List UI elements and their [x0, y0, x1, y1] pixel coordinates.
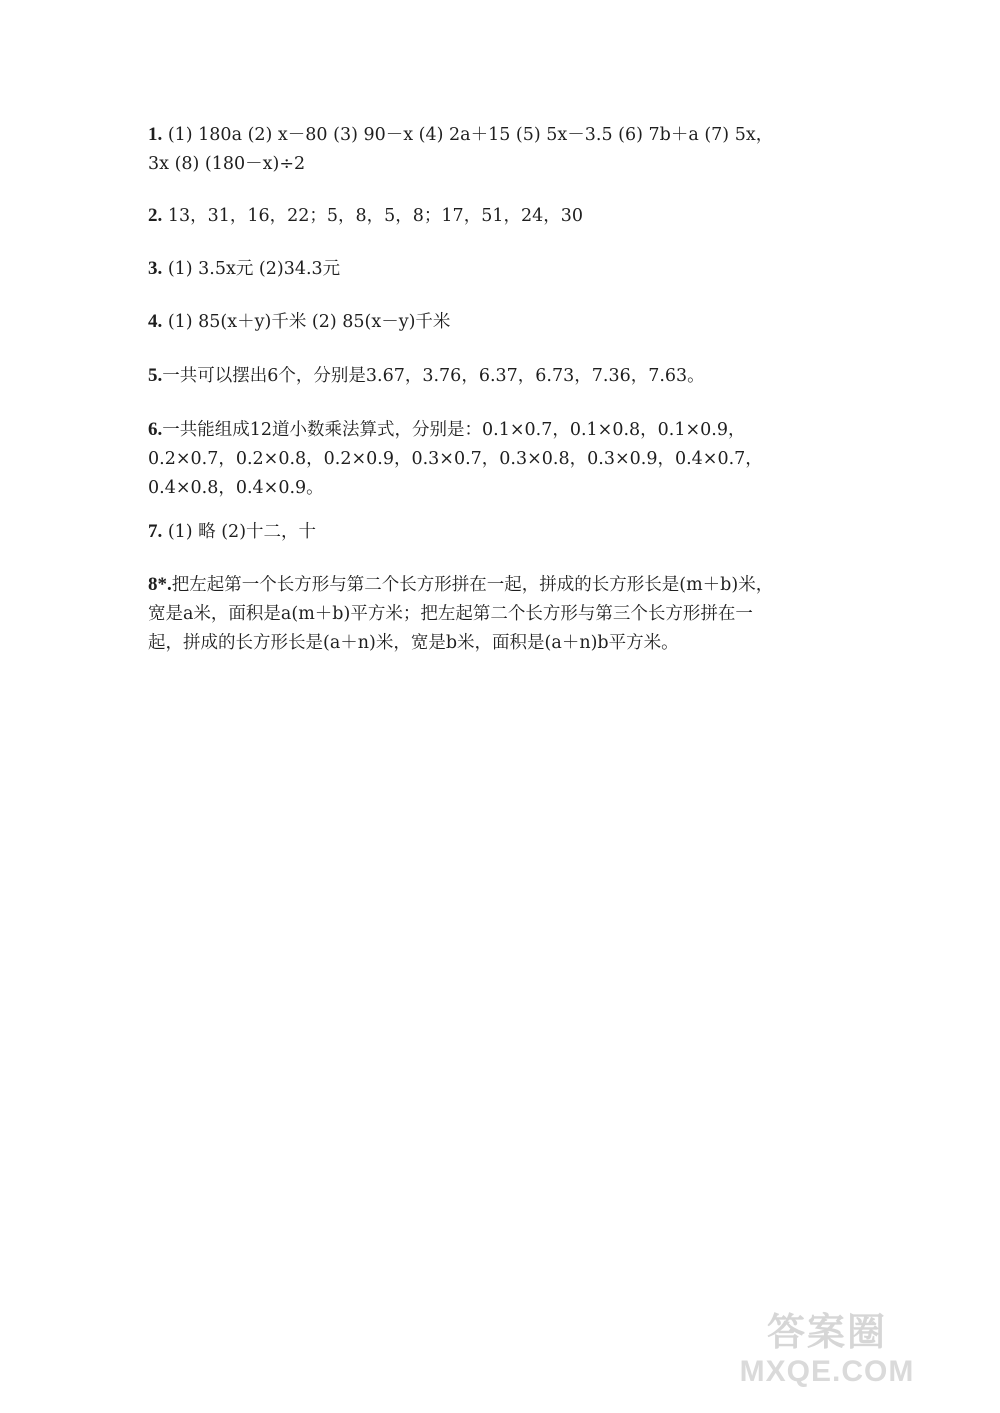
answer-1-line-2: 3x (8) (180－x)÷2 [148, 154, 306, 174]
answer-6 [148, 415, 868, 503]
answer-4-number: 4. [148, 311, 163, 332]
answer-1-line-1 [148, 120, 868, 150]
answer-2 [148, 201, 868, 231]
answer-8 [148, 570, 868, 658]
answer-5-line-1 [148, 361, 868, 391]
answer-7-text-1: (1) 略 (2)十二，十 [162, 522, 317, 542]
answer-6-number: 6. [148, 419, 163, 440]
answer-8-number: 8*. [148, 574, 172, 595]
answer-7-number: 7. [148, 521, 163, 542]
watermark-url: MXQE.COM [739, 1355, 915, 1388]
answer-3-number: 3. [148, 258, 163, 279]
answer-5-text-1: 一共可以摆出6个，分别是3.67，3.76，6.37，6.73，7.36，7.63。 [162, 366, 705, 386]
answer-4 [148, 307, 868, 337]
answer-7 [148, 517, 868, 547]
answer-1 [148, 120, 868, 179]
answer-6-text-1: 一共能组成12道小数乘法算式，分别是：0.1×0.7，0.1×0.8，0.1×0.9， [162, 420, 746, 440]
answer-1-text-1: (1) 180a (2) x－80 (3) 90－x (4) 2a＋15 (5) 5x－3.5 (6) 7b＋a (7) 5x， [162, 125, 774, 145]
answer-1-number: 1. [148, 124, 163, 145]
answer-8-line-2: 宽是a米，面积是a(m＋b)平方米；把左起第二个长方形与第三个长方形拼在一 [148, 604, 753, 624]
answer-3-line-1 [148, 254, 868, 284]
answer-2-text-1: 13，31，16，22；5，8，5，8；17，51，24，30 [162, 206, 583, 226]
answer-2-number: 2. [148, 205, 163, 226]
answer-8-text-1: 把左起第一个长方形与第二个长方形拼在一起，拼成的长方形长是(m＋b)米， [171, 575, 774, 595]
answer-2-line-1 [148, 201, 868, 231]
watermark-logo [712, 1309, 942, 1399]
answer-6-line-2: 0.2×0.7，0.2×0.8，0.2×0.9，0.3×0.7，0.3×0.8，0.3×0.9，0.4×0.7， [148, 449, 763, 469]
answer-5-number: 5. [148, 365, 163, 386]
answer-7-line-1 [148, 517, 868, 547]
answer-4-line-1 [148, 307, 868, 337]
answer-5 [148, 361, 868, 391]
answer-6-line-1 [148, 415, 868, 445]
answer-3 [148, 254, 868, 284]
watermark-title: 答案圈 [766, 1310, 887, 1354]
answer-6-line-3: 0.4×0.8，0.4×0.9。 [148, 478, 324, 498]
answer-4-text-1: (1) 85(x＋y)千米 (2) 85(x－y)千米 [162, 312, 451, 332]
answer-8-line-3: 起，拼成的长方形长是(a＋n)米，宽是b米，面积是(a＋n)b平方米。 [148, 633, 679, 653]
answer-8-line-1 [148, 570, 868, 600]
answer-3-text-1: (1) 3.5x元 (2)34.3元 [162, 259, 341, 279]
